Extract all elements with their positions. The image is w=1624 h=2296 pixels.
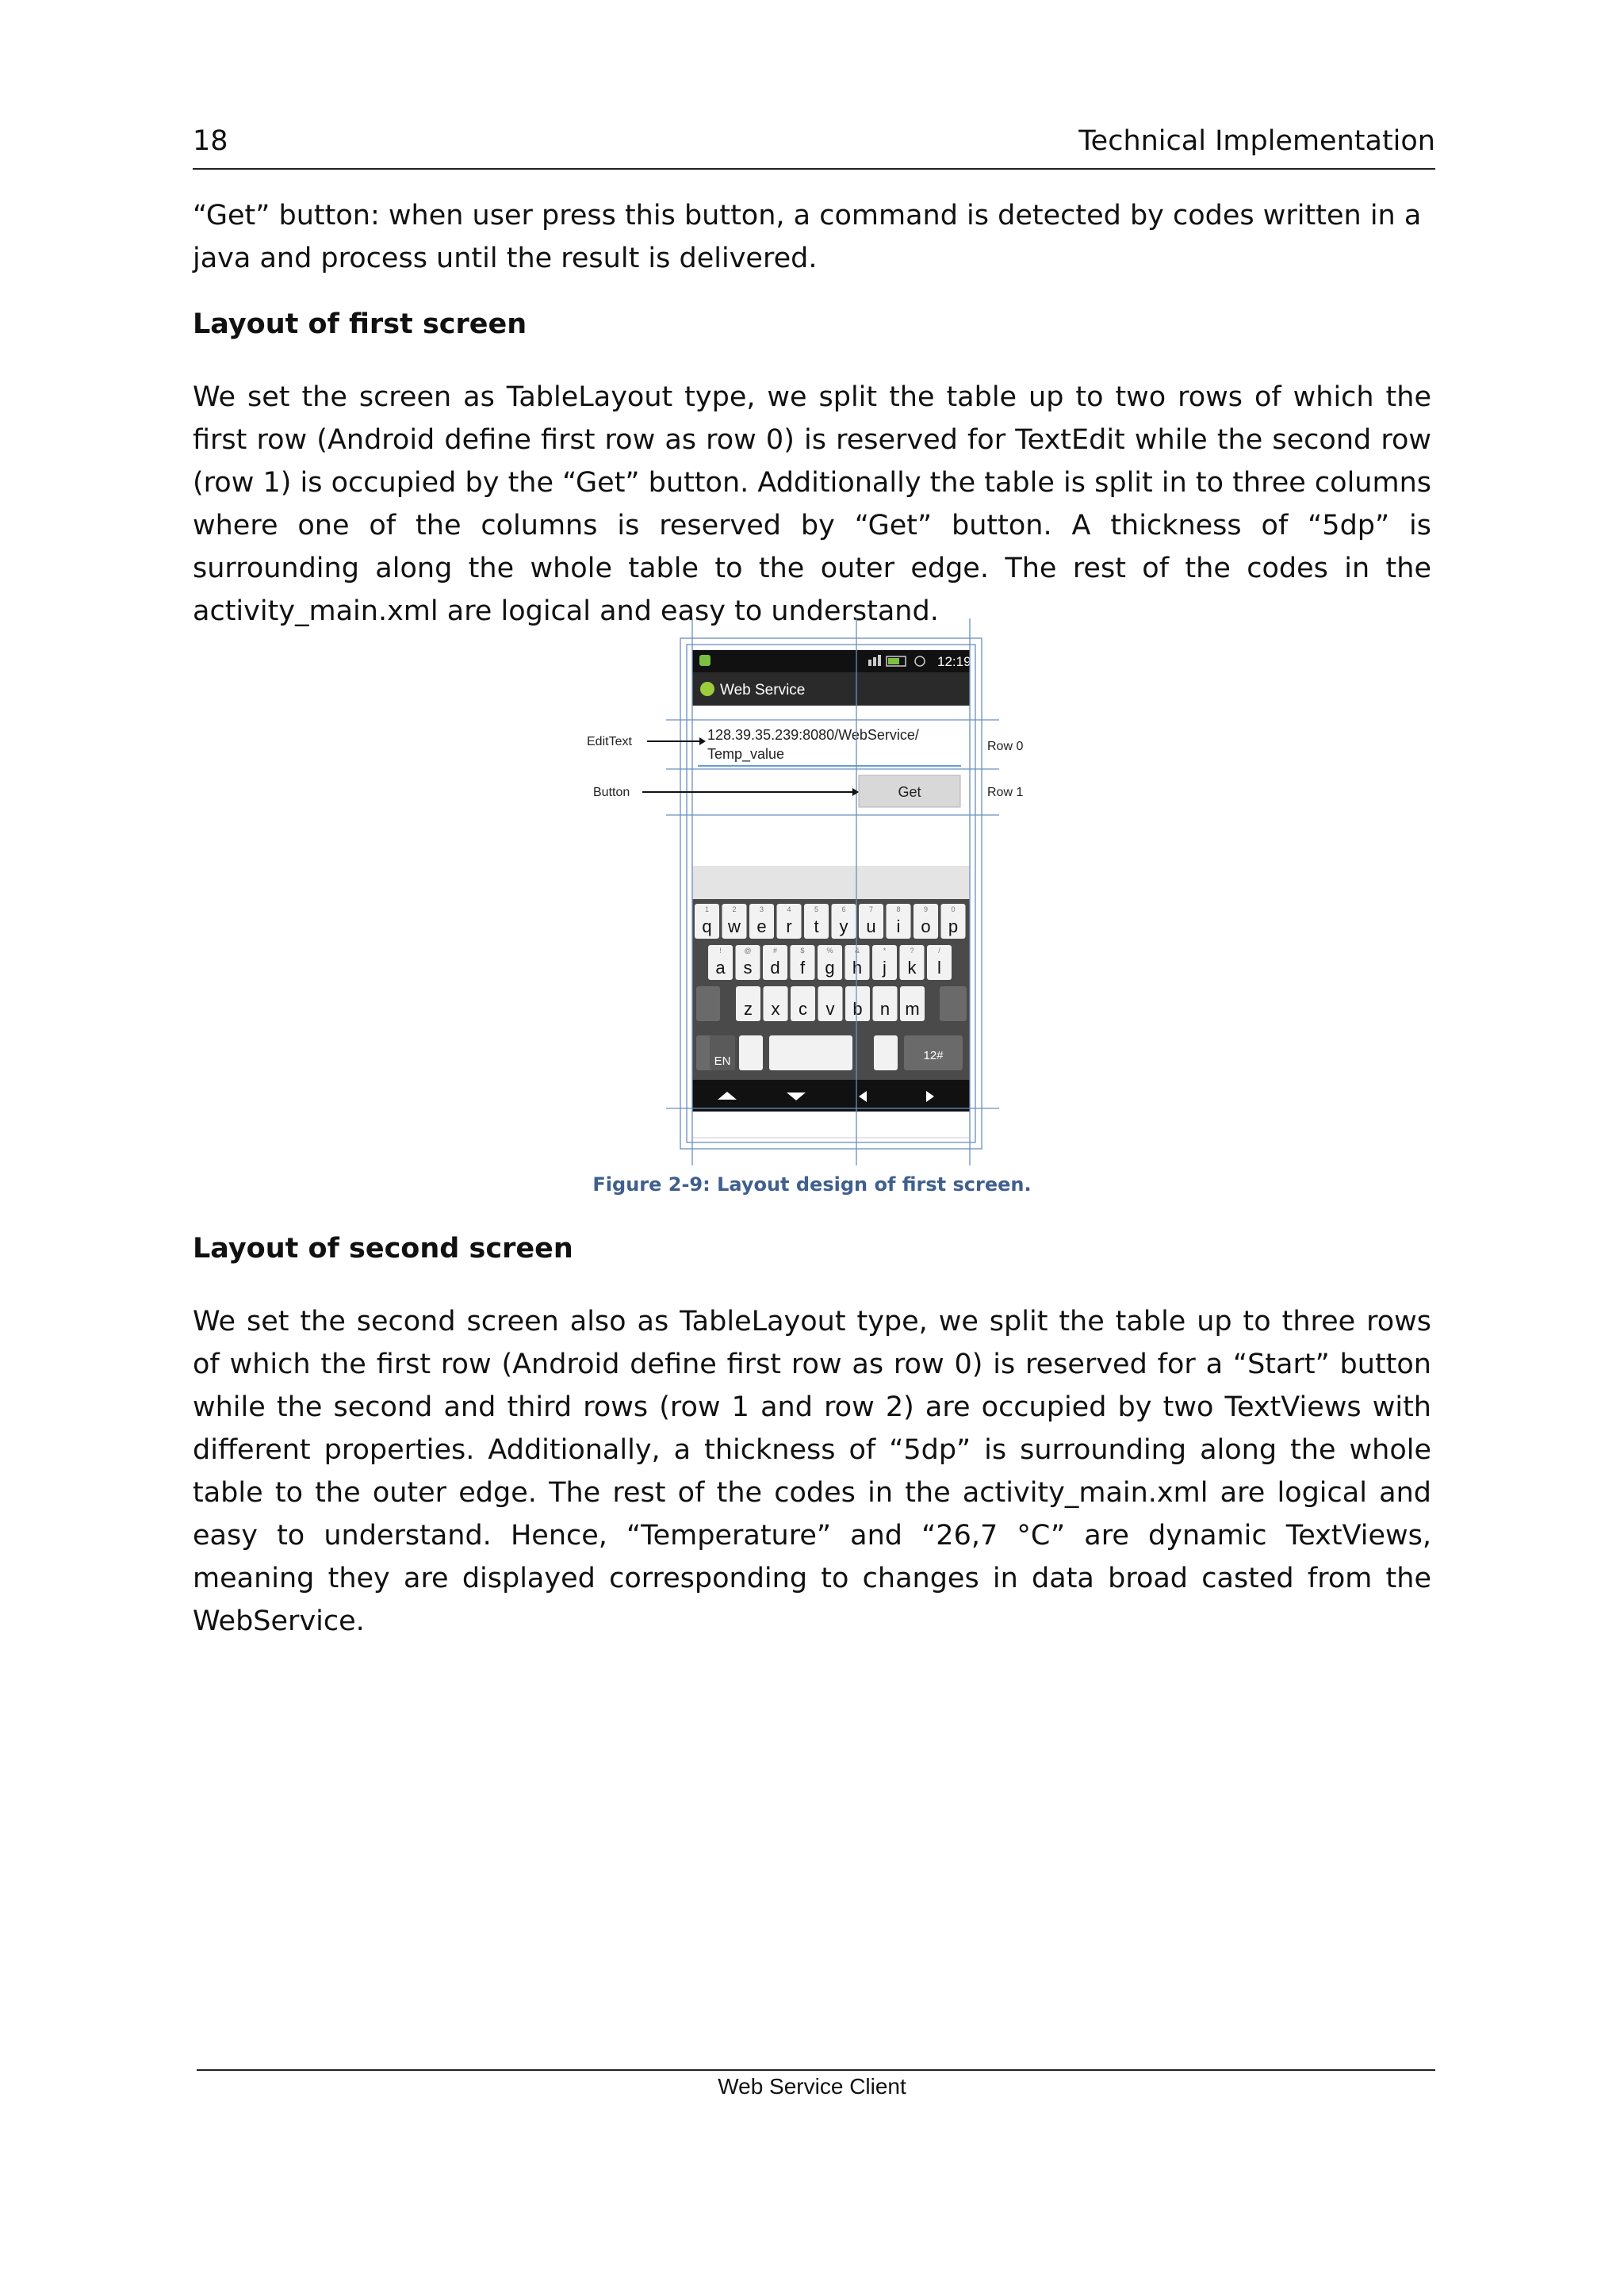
key-r-label: r [786, 916, 792, 936]
key-i-hint: 8 [896, 905, 901, 913]
key-w-hint: 2 [732, 905, 737, 913]
paragraph-get-button: “Get” button: when user press this button, a command is detected by codes written in a java and process until the result is delivered. [193, 200, 1422, 274]
edittext-line2: Temp_value [707, 746, 785, 762]
key-w-label: w [728, 916, 741, 936]
key-y-hint: 6 [841, 905, 846, 913]
key-a-hint: ! [719, 947, 722, 955]
key-lang: EN [714, 1054, 731, 1068]
key-n-label: n [879, 999, 891, 1019]
edittext-line1: 128.39.35.239:8080/WebService/ [707, 727, 919, 743]
key-comma [739, 1035, 763, 1070]
key-o-label: o [921, 916, 931, 936]
key-d-label: d [770, 958, 780, 978]
figure-layout-first-screen [587, 618, 1031, 1165]
paragraph-second-screen: We set the second screen also as TableLayout type, we split the table up to three rows of which the first row (Android define first row as row 0) is reserved for a “Start” button while the second and third rows (row 1 and row 2) are occupied by two TextViews with different properties. Additionally, a thickness of “5dp” is surrounding along the whole table to the outer edge. The rest of the codes in the activity_main.xml are logical and easy to understand. Hence, “Temperature” and “26,7 °C” are dynamic TextViews, meaning they are displayed corresponding to changes in data broad casted from the WebService. [193, 1306, 1431, 1637]
key-m-label: m [905, 999, 920, 1019]
key-d-hint: # [772, 947, 778, 955]
key-b-label: b [852, 999, 863, 1019]
key-q-hint: 1 [704, 905, 710, 913]
key-space [769, 1035, 852, 1070]
key-s-hint: @ [744, 947, 752, 955]
key-e-label: e [756, 916, 767, 936]
get-button-label: Get [898, 784, 921, 800]
notification-icon [699, 655, 710, 666]
label-edittext: EditText [587, 735, 632, 748]
footer-rule [197, 2069, 1435, 2071]
key-shift [696, 986, 720, 1021]
key-k-label: k [907, 958, 917, 978]
key-l-label: l [937, 958, 941, 978]
phone-layout-diagram [587, 618, 1031, 1165]
status-bar [692, 650, 970, 672]
key-y-label: y [839, 916, 848, 936]
key-h-label: h [852, 958, 863, 978]
key-k-hint: ? [910, 947, 914, 955]
key-p-hint: 0 [951, 905, 956, 913]
key-f-label: f [799, 958, 806, 978]
paragraph-first-screen: We set the screen as TableLayout type, we split the table up to two rows of which the first row (Android define first row as row 0) is reserved for TextEdit while the second row (row 1) is occupied by the “Get” button. Additionally the table is split in to three columns where one of the columns is reserved by “Get” button. A thickness of “5dp” is surrounding along the whole table to the outer edge. The rest of the codes in the activity_main.xml are logical and easy to understand. [193, 381, 1431, 627]
footer-text: Web Service Client [718, 2074, 906, 2099]
app-title: Web Service [720, 682, 806, 698]
label-row0: Row 0 [987, 740, 1024, 753]
key-x-label: x [771, 999, 780, 1019]
key-u-label: u [866, 916, 876, 936]
key-backspace [940, 986, 967, 1021]
key-period [874, 1035, 898, 1070]
heading-second-screen: Layout of second screen [193, 1233, 573, 1265]
key-g-label: g [825, 958, 835, 978]
key-r-hint: 4 [787, 905, 791, 913]
key-a-label: a [715, 958, 726, 978]
running-title: Technical Implementation [1078, 125, 1435, 157]
heading-first-screen: Layout of first screen [193, 308, 527, 340]
key-j-hint: * [883, 947, 887, 955]
status-time: 12:19 [937, 654, 971, 669]
keyboard-suggestion-bar [692, 866, 970, 899]
key-g-hint: % [826, 947, 833, 955]
figure-caption: Figure 2-9: Layout design of first screen. [592, 1173, 1032, 1196]
label-button: Button [593, 786, 630, 799]
key-z-label: z [744, 999, 753, 1019]
key-s-label: s [743, 958, 753, 978]
key-v-label: v [825, 999, 835, 1019]
key-u-hint: 7 [868, 905, 874, 913]
key-c-label: c [799, 999, 807, 1019]
page-number: 18 [193, 125, 228, 157]
label-row1: Row 1 [987, 786, 1024, 799]
key-i-label: i [896, 916, 901, 936]
key-p-label: p [948, 916, 959, 936]
key-e-hint: 3 [759, 905, 764, 913]
key-t-hint: 5 [814, 905, 819, 913]
android-icon [700, 682, 714, 696]
key-t-label: t [814, 916, 819, 936]
key-j-label: j [883, 958, 887, 978]
key-f-hint: $ [800, 947, 805, 955]
key-q-label: q [702, 916, 712, 936]
key-l-hint: / [938, 947, 940, 955]
key-h-hint: & [854, 947, 860, 955]
key-symbols: 12# [923, 1049, 944, 1062]
key-o-hint: 9 [923, 905, 929, 913]
page-header [193, 121, 1435, 170]
